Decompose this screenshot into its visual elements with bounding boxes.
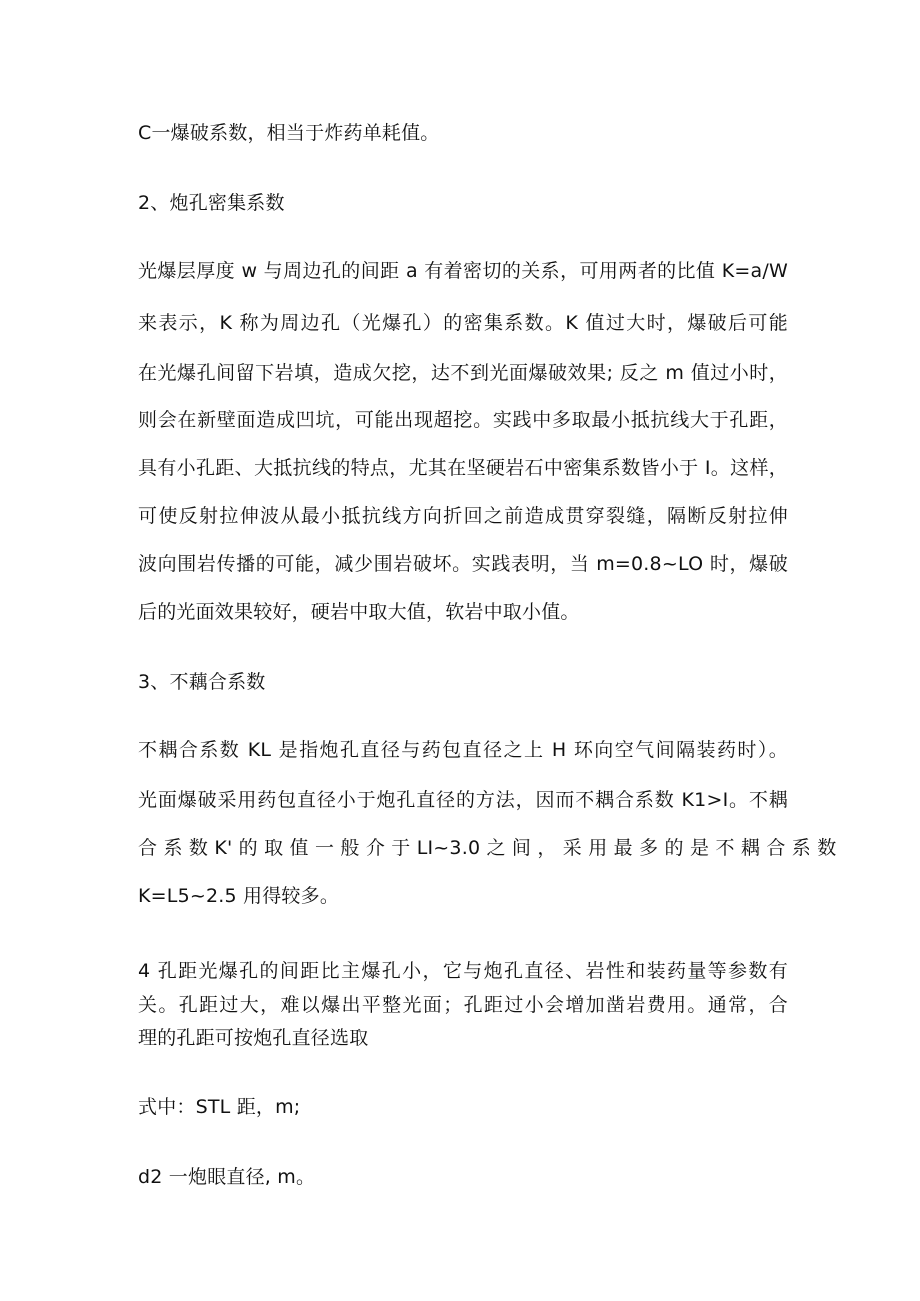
section-3-line-2: 光面爆破采用药包直径小于炮孔直径的方法，因而不耦合系数 K1>I。不耦 [138, 789, 788, 811]
section-2-line-6: 可使反射拉伸波从最小抵抗线方向折回之前造成贯穿裂缝，隔断反射拉伸 [138, 505, 788, 527]
section-2-line-4: 则会在新壁面造成凹坑，可能出现超挖。实践中多取最小抵抗线大于孔距， [138, 409, 788, 431]
section-2-line-2: 来表示，K 称为周边孔（光爆孔）的密集系数。K 值过大时，爆破后可能 [138, 312, 788, 334]
section-2-line-5: 具有小孔距、大抵抗线的特点，尤其在坚硬岩石中密集系数皆小于 I。这样， [138, 457, 788, 479]
section-3-line-3: 合 系 数 K' 的 取 值 一 般 介 于 LI~3.0 之 间 ， 采 用 最 多 的 是 不 耦 合 系 数 [138, 837, 837, 859]
intro-line: C一爆破系数，相当于炸药单耗值。 [138, 122, 440, 144]
section-4-line-3: 理的孔距可按炮孔直径选取 [138, 1027, 369, 1049]
section-4-line-2: 关。孔距过大，难以爆出平整光面；孔距过小会增加凿岩费用。通常，合 [138, 994, 788, 1016]
section-2-heading: 2、炮孔密集系数 [138, 192, 285, 214]
section-4-line-1: 4 孔距光爆孔的间距比主爆孔小，它与炮孔直径、岩性和装药量等参数有 [138, 960, 788, 982]
formula-note: 式中：STL 距，m; [138, 1096, 301, 1118]
section-2-line-8: 后的光面效果较好，硬岩中取大值，软岩中取小值。 [138, 601, 580, 623]
section-3-heading: 3、不藕合系数 [138, 671, 266, 693]
section-3-line-4: K=L5~2.5 用得较多。 [138, 885, 340, 907]
d2-note: d2 一炮眼直径, m。 [138, 1166, 316, 1188]
section-2-line-3: 在光爆孔间留下岩填，造成欠挖，达不到光面爆破效果; 反之 m 值过小时， [138, 362, 788, 384]
section-3-line-1: 不耦合系数 KL 是指炮孔直径与药包直径之上 H 环向空气间隔装药时）。 [138, 739, 788, 761]
section-2-line-1: 光爆层厚度 w 与周边孔的间距 a 有着密切的关系，可用两者的比值 K=a/W [138, 260, 788, 282]
section-2-line-7: 波向围岩传播的可能，减少围岩破坏。实践表明，当 m=0.8~LO 时，爆破 [138, 553, 788, 575]
